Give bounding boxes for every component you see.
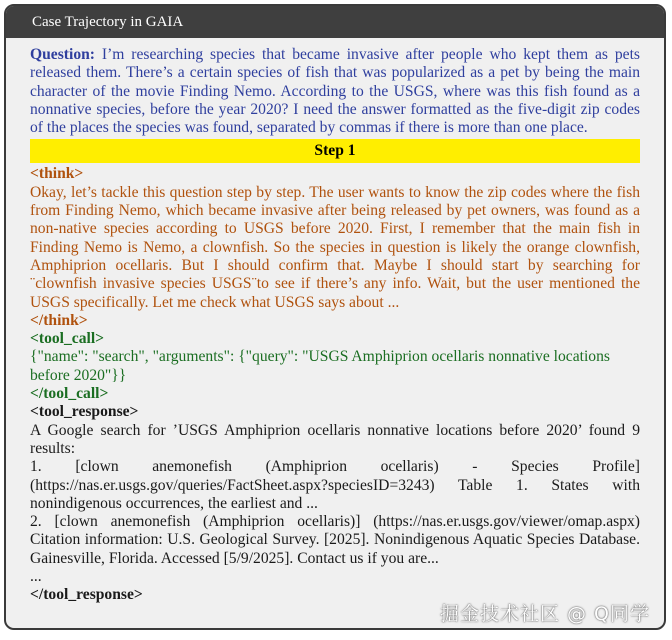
tool-call-block [30,330,640,403]
search-result-2: 2. [clown anemonefish (Amphiprion ocellaris)] (https://nas.er.usgs.gov/viewer/omap.aspx) Citation information: U.S. Geological Survey. [2025]. Nonindigenous Aquatic Species Database. Gainesville, Florida. Accessed [5/9/2025]. Contact us if you are... [30,513,640,567]
case-trajectory-card [4,4,666,630]
tool-response-close-tag: </tool_response> [30,586,143,604]
step-banner: Step 1 [30,139,640,163]
tool-response-ellipsis: ... [30,568,42,586]
tool-response-open-tag: <tool_response> [30,403,139,421]
search-result-1: 1. [clown anemonefish (Amphiprion ocellaris) - Species Profile](https://nas.er.usgs.gov/queries/FactSheet.aspx?speciesID=3243) Table 1. States with nonindigenous occurrences, the earliest and ... [30,458,640,512]
think-close-tag: </think> [30,311,88,329]
question-label: Question: [30,46,95,63]
think-text: Okay, let’s tackle this question step by step. The user wants to know the zip codes where the fish from Finding Nemo, which became invasive after being released by pet owners, was found as a non-native species according to USGS before 2020. First, I remember that the main fish in Finding Nemo is Nemo, a clownfish. So the species in question is likely the orange clownfish, Amphiprion ocellaris. But I should confirm that. Maybe I should start by searching for ¨clownfish invasive species USGS¨to see if there’s any info. Wait, but the user mentioned the USGS specifically. Let me check what USGS says about ... [30,183,640,311]
watermark: 掘金技术社区 @ Q同学 [439,603,650,625]
tool-call-open-tag: <tool_call> [30,330,105,348]
card-title: Case Trajectory in GAIA [6,6,664,38]
tool-call-close-tag: </tool_call> [30,385,109,403]
question-text: I’m researching species that became invasive after people who kept them as pets released them. There’s a certain species of fish that was popularized as a pet by being the main character of the movie Finding Nemo. According to the USGS, where was this fish found as a nonnative species, before the year 2020? I need the answer formatted as the five-digit zip codes of the places the species was found, separated by commas if there is more than one place. [30,46,640,137]
card-body [6,38,664,605]
question-paragraph [30,46,640,137]
think-block [30,165,640,330]
tool-response-block [30,403,640,604]
think-open-tag: <think> [30,165,84,183]
tool-response-intro: A Google search for ’USGS Amphiprion ocellaris nonnative locations before 2020’ found 9 results: [30,421,640,457]
tool-call-text: {"name": "search", "arguments": {"query": "USGS Amphiprion ocellaris nonnative locations before 2020"}} [30,348,610,384]
